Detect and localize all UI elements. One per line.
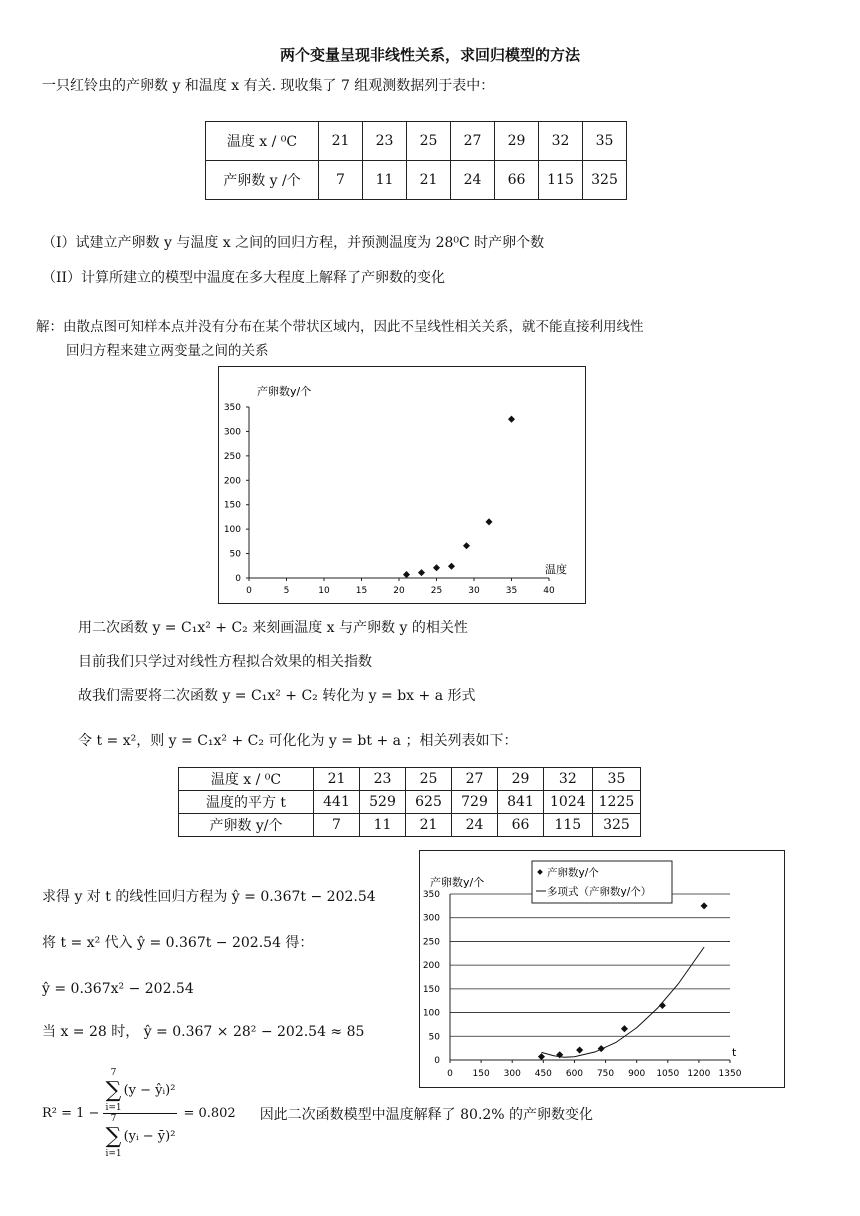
table-cell: 441: [314, 791, 360, 814]
data-point: [538, 1053, 545, 1060]
y-tick-label: 200: [422, 961, 440, 972]
x-tick-label: 25: [430, 586, 443, 596]
table-cell: 29: [498, 768, 544, 791]
chart-1-svg: [219, 367, 585, 603]
table-cell: 115: [544, 814, 593, 837]
y-tick-label: 200: [223, 476, 241, 487]
x-tick-label: 30: [468, 586, 480, 596]
x-tick-label: 600: [565, 1069, 584, 1079]
table-cell: 1225: [592, 791, 641, 814]
data-point: [433, 564, 440, 571]
table-cell: 23: [360, 768, 406, 791]
y-tick-label: 250: [223, 451, 241, 462]
data-point: [621, 1025, 628, 1032]
chart-2-svg: [420, 851, 784, 1087]
question-2: （II）计算所建立的模型中温度在多大程度上解释了产卵数的变化: [42, 270, 446, 286]
x-tick-label: 1350: [718, 1069, 742, 1079]
sigma-sum: [105, 1068, 121, 1113]
data-point: [418, 569, 425, 576]
intro-text: 一只红铃虫的产卵数 y 和温度 x 有关. 现收集了 7 组观测数据列于表中：: [42, 78, 495, 94]
table-cell: 29: [495, 122, 539, 161]
scatter-chart-temperature: [218, 366, 586, 604]
legend-entry: 多项式（产卵数y/个）: [547, 886, 652, 898]
x-tick-label: 0: [447, 1069, 453, 1079]
table-cell: 23: [363, 122, 407, 161]
table-cell: 11: [360, 814, 406, 837]
result-1: 求得 y 对 t 的线性回归方程为 ŷ = 0.367t − 202.54: [42, 889, 376, 905]
table-row: [206, 161, 627, 200]
sigma-icon: ∑: [105, 1078, 122, 1103]
y-tick-label: 100: [422, 1008, 440, 1019]
table-cell: 35: [592, 768, 641, 791]
x-axis-label: 温度: [545, 563, 567, 576]
solution-text: [36, 315, 826, 363]
header-cell: 温度的平方 t: [179, 791, 314, 814]
data-point: [485, 518, 492, 525]
legend-entry: 产卵数y/个: [547, 867, 599, 879]
table-cell: 11: [363, 161, 407, 200]
table-cell: 24: [451, 161, 495, 200]
y-tick-label: 0: [434, 1056, 440, 1066]
page-title: 两个变量呈现非线性关系，求回归模型的方法: [279, 46, 580, 64]
result-4: 当 x = 28 时， ŷ = 0.367 × 28² − 202.54 ≈ 85: [42, 1024, 365, 1040]
table-cell: 115: [539, 161, 583, 200]
step-2: 目前我们只学过对线性方程拟合效果的相关指数: [78, 654, 372, 670]
table-cell: 7: [314, 814, 360, 837]
header-cell: 温度 x / ⁰C: [179, 768, 314, 791]
data-point: [598, 1045, 605, 1052]
x-tick-label: 300: [503, 1069, 521, 1079]
r2-denominator: [103, 1114, 177, 1159]
x-tick-label: 900: [628, 1069, 646, 1079]
y-tick-label: 300: [223, 427, 241, 438]
table-cell: 27: [452, 768, 498, 791]
step-4: 令 t = x²，则 y = C₁x² + C₂ 可化化为 y = bt + a ；相关列表如下：: [78, 733, 518, 749]
data-table-1: [205, 121, 627, 200]
y-axis-label: 产卵数y/个: [430, 876, 485, 889]
r2-lhs: R² = 1 −: [42, 1106, 100, 1121]
table-row: [206, 122, 627, 161]
x-tick-label: 40: [543, 586, 555, 596]
question-1: （I）试建立产卵数 y 与温度 x 之间的回归方程，并预测温度为 28⁰C 时产卵个数: [42, 235, 545, 251]
table-cell: 325: [583, 161, 627, 200]
table-cell: 66: [495, 161, 539, 200]
table-row: [179, 814, 641, 837]
solution-line: 解：由散点图可知样本点并没有分布在某个带状区域内，因此不呈线性相关关系，就不能直接利用线性: [36, 319, 644, 335]
y-tick-label: 350: [223, 403, 241, 413]
y-tick-label: 300: [422, 913, 440, 924]
table-cell: 35: [583, 122, 627, 161]
sigma-bottom: i=1: [105, 1149, 122, 1159]
sigma-top: 7: [110, 1068, 117, 1078]
data-point: [701, 902, 708, 909]
trend-line: [542, 947, 705, 1057]
r2-num-term: (y − ŷᵢ)²: [123, 1083, 176, 1098]
table-cell: 729: [452, 791, 498, 814]
table-cell: 1024: [544, 791, 593, 814]
y-tick-label: 50: [428, 1032, 440, 1043]
x-tick-label: 35: [505, 586, 518, 596]
x-tick-label: 5: [283, 586, 290, 596]
x-axis-label: t: [732, 1046, 737, 1059]
sigma-icon: ∑: [105, 1124, 122, 1149]
y-tick-label: 100: [223, 525, 241, 536]
sigma-bottom: i=1: [105, 1103, 122, 1113]
y-tick-label: 350: [422, 890, 440, 900]
data-point: [403, 571, 410, 578]
r2-den-term: (yᵢ − ȳ)²: [123, 1129, 176, 1144]
header-cell: 产卵数 y /个: [206, 161, 319, 200]
table-cell: 25: [406, 768, 452, 791]
table-row: [179, 768, 641, 791]
sigma-top: 7: [110, 1114, 117, 1124]
data-point: [463, 542, 470, 549]
table-cell: 27: [451, 122, 495, 161]
table-cell: 32: [544, 768, 593, 791]
table-cell: 32: [539, 122, 583, 161]
result-2: 将 t = x² 代入 ŷ = 0.367t − 202.54 得：: [42, 935, 314, 951]
y-tick-label: 250: [422, 937, 440, 948]
table-cell: 25: [407, 122, 451, 161]
data-point: [448, 563, 455, 570]
step-3: 故我们需要将二次函数 y = C₁x² + C₂ 转化为 y = bx + a 形式: [78, 688, 476, 704]
header-cell: 产卵数 y/个: [179, 814, 314, 837]
x-tick-label: 1200: [687, 1069, 711, 1079]
table-cell: 325: [592, 814, 641, 837]
y-tick-label: 50: [229, 549, 241, 560]
table-cell: 24: [452, 814, 498, 837]
x-tick-label: 750: [596, 1069, 615, 1079]
header-cell: 温度 x / ⁰C: [206, 122, 319, 161]
solution-line: 回归方程来建立两变量之间的关系: [66, 343, 269, 359]
result-3: ŷ = 0.367x² − 202.54: [42, 981, 194, 997]
data-point: [576, 1047, 583, 1054]
step-1: 用二次函数 y = C₁x² + C₂ 来刻画温度 x 与产卵数 y 的相关性: [78, 620, 468, 636]
data-table-2: [178, 767, 641, 837]
table-row: [179, 791, 641, 814]
y-tick-label: 150: [223, 500, 241, 511]
x-tick-label: 15: [355, 586, 368, 596]
y-tick-label: 0: [235, 574, 241, 584]
table-cell: 529: [360, 791, 406, 814]
data-point: [659, 1002, 666, 1009]
table-cell: 841: [498, 791, 544, 814]
conclusion: 因此二次函数模型中温度解释了 80.2% 的产卵数变化: [259, 1106, 594, 1123]
r2-rhs: = 0.802: [183, 1106, 236, 1121]
x-tick-label: 150: [472, 1069, 490, 1079]
y-tick-label: 150: [422, 984, 440, 995]
scatter-chart-t: [419, 850, 785, 1088]
y-axis-label: 产卵数y/个: [257, 385, 312, 398]
table-cell: 21: [406, 814, 452, 837]
table-cell: 21: [319, 122, 363, 161]
table-cell: 21: [314, 768, 360, 791]
table-cell: 625: [406, 791, 452, 814]
r2-numerator: [103, 1068, 177, 1114]
x-tick-label: 10: [318, 586, 330, 596]
table-cell: 7: [319, 161, 363, 200]
sigma-sum: [105, 1114, 121, 1159]
x-tick-label: 1050: [656, 1069, 680, 1079]
x-tick-label: 20: [393, 586, 405, 596]
table-cell: 21: [407, 161, 451, 200]
x-tick-label: 0: [246, 586, 252, 596]
data-point: [508, 416, 515, 423]
x-tick-label: 450: [534, 1069, 552, 1079]
r2-fraction: [103, 1068, 177, 1159]
table-cell: 66: [498, 814, 544, 837]
